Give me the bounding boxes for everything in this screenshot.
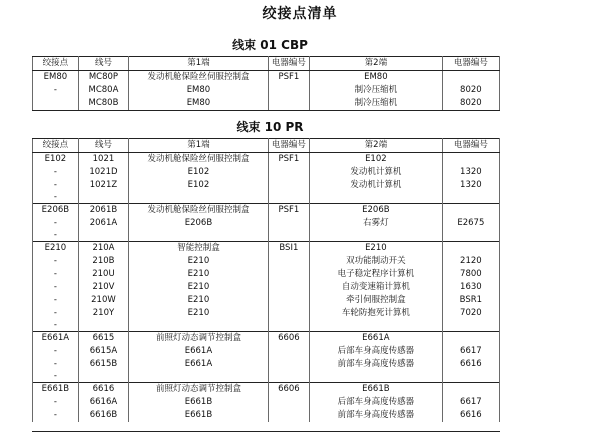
cell-end-2: 发动机计算机 xyxy=(309,166,442,179)
cell-wire: 210V xyxy=(78,281,128,294)
cell-end-1: 智能控制盒 xyxy=(129,242,269,256)
cell-device-1 xyxy=(268,396,309,409)
cell-splice: E661A xyxy=(33,332,79,346)
cell-splice: - xyxy=(33,409,79,422)
cell-end-1: E210 xyxy=(129,255,269,268)
cell-end-1 xyxy=(129,371,269,383)
splice-table-1 xyxy=(32,56,500,111)
cell-device-2: BSR1 xyxy=(442,294,499,307)
cell-device-1 xyxy=(268,230,309,242)
cell-end-1 xyxy=(129,192,269,204)
cell-device-2: E2675 xyxy=(442,217,499,230)
cell-device-1 xyxy=(268,358,309,371)
cell-device-1: PSF1 xyxy=(268,153,309,167)
cell-splice: - xyxy=(33,320,79,332)
cell-end-2: 双功能制动开关 xyxy=(309,255,442,268)
cell-end-2: 制冷压缩机 xyxy=(309,97,442,111)
cell-end-2: E102 xyxy=(309,153,442,167)
cell-end-1: E661B xyxy=(129,409,269,422)
table-row xyxy=(33,294,500,307)
cell-splice: - xyxy=(33,230,79,242)
header-wire: 线号 xyxy=(78,57,128,71)
table-row xyxy=(33,217,500,230)
cell-splice: - xyxy=(33,192,79,204)
cell-wire: 210B xyxy=(78,255,128,268)
cell-end-2 xyxy=(309,371,442,383)
cell-device-1 xyxy=(268,255,309,268)
cell-end-1: E210 xyxy=(129,281,269,294)
cell-end-1: E206B xyxy=(129,217,269,230)
header-end-1: 第1端 xyxy=(129,139,269,153)
cell-wire xyxy=(78,230,128,242)
cell-wire: MC80B xyxy=(78,97,128,111)
cell-end-1: E210 xyxy=(129,294,269,307)
header-splice: 绞接点 xyxy=(33,139,79,153)
cell-device-2 xyxy=(442,230,499,242)
cell-device-1 xyxy=(268,345,309,358)
cell-splice: - xyxy=(33,255,79,268)
cell-device-2: 8020 xyxy=(442,97,499,111)
cell-device-1: PSF1 xyxy=(268,71,309,85)
header-splice: 绞接点 xyxy=(33,57,79,71)
cell-end-2: 后部车身高度传感器 xyxy=(309,396,442,409)
cell-end-2: E661A xyxy=(309,332,442,346)
cell-end-2: 右雾灯 xyxy=(309,217,442,230)
cell-end-1: 发动机舱保险丝伺服控制盒 xyxy=(129,71,269,85)
header-wire: 线号 xyxy=(78,139,128,153)
table-row xyxy=(33,332,500,346)
cell-device-2 xyxy=(442,371,499,383)
cell-device-1 xyxy=(268,371,309,383)
cell-end-2: 制冷压缩机 xyxy=(309,84,442,97)
table-row xyxy=(33,166,500,179)
cell-splice xyxy=(33,97,79,111)
cell-wire: 1021 xyxy=(78,153,128,167)
cell-wire: 210U xyxy=(78,268,128,281)
cell-device-1 xyxy=(268,409,309,422)
table-row xyxy=(33,345,500,358)
cell-device-2 xyxy=(442,332,499,346)
cell-device-2: 1320 xyxy=(442,179,499,192)
cell-splice: - xyxy=(33,345,79,358)
cell-end-1: EM80 xyxy=(129,84,269,97)
cell-splice: E661B xyxy=(33,383,79,397)
cell-device-1 xyxy=(268,84,309,97)
cell-end-2: 自动变速箱计算机 xyxy=(309,281,442,294)
cell-device-1 xyxy=(268,268,309,281)
cell-wire: 2061A xyxy=(78,217,128,230)
bottom-rule xyxy=(32,431,500,432)
cell-wire xyxy=(78,320,128,332)
table-row xyxy=(33,268,500,281)
table-row xyxy=(33,71,500,85)
cell-device-1 xyxy=(268,179,309,192)
cell-splice: - xyxy=(33,84,79,97)
cell-end-1: E102 xyxy=(129,179,269,192)
cell-wire: 1021Z xyxy=(78,179,128,192)
cell-device-2: 7800 xyxy=(442,268,499,281)
cell-wire: 210Y xyxy=(78,307,128,320)
table-row xyxy=(33,230,500,242)
cell-splice: - xyxy=(33,294,79,307)
table-row xyxy=(33,84,500,97)
cell-device-1: BSI1 xyxy=(268,242,309,256)
cell-device-2 xyxy=(442,71,499,85)
table-header-row xyxy=(33,139,500,153)
cell-wire: 210W xyxy=(78,294,128,307)
cell-end-2: 车轮防抱死计算机 xyxy=(309,307,442,320)
cell-end-2: 牵引伺服控制盒 xyxy=(309,294,442,307)
cell-end-2: E661B xyxy=(309,383,442,397)
header-end-2: 第2端 xyxy=(309,139,442,153)
cell-end-1: E210 xyxy=(129,268,269,281)
page-title: 绞接点清单 xyxy=(262,6,338,22)
cell-device-1 xyxy=(268,294,309,307)
cell-device-1: 6606 xyxy=(268,383,309,397)
cell-device-2: 7020 xyxy=(442,307,499,320)
cell-end-1 xyxy=(129,230,269,242)
cell-end-2: EM80 xyxy=(309,71,442,85)
cell-splice: - xyxy=(33,179,79,192)
cell-splice: - xyxy=(33,307,79,320)
header-device-code: 电器编号 xyxy=(268,57,309,71)
cell-device-2: 8020 xyxy=(442,84,499,97)
header-device-code: 电器编号 xyxy=(442,139,499,153)
cell-device-1 xyxy=(268,281,309,294)
cell-end-2: 后部车身高度传感器 xyxy=(309,345,442,358)
cell-end-1 xyxy=(129,320,269,332)
cell-end-2: E210 xyxy=(309,242,442,256)
cell-splice: - xyxy=(33,268,79,281)
cell-splice: - xyxy=(33,281,79,294)
cell-splice: - xyxy=(33,358,79,371)
cell-device-2: 1630 xyxy=(442,281,499,294)
table-row xyxy=(33,204,500,218)
cell-device-2 xyxy=(442,192,499,204)
table-row xyxy=(33,396,500,409)
cell-splice: - xyxy=(33,371,79,383)
cell-splice: E210 xyxy=(33,242,79,256)
cell-wire: 1021D xyxy=(78,166,128,179)
cell-end-1: 前照灯动态调节控制盒 xyxy=(129,383,269,397)
cell-device-1 xyxy=(268,320,309,332)
cell-wire: 6616B xyxy=(78,409,128,422)
cell-splice: E102 xyxy=(33,153,79,167)
table-row xyxy=(33,371,500,383)
cell-end-2 xyxy=(309,192,442,204)
table-row xyxy=(33,358,500,371)
cell-wire: 6616 xyxy=(78,383,128,397)
cell-wire: MC80A xyxy=(78,84,128,97)
cell-end-1: E661B xyxy=(129,396,269,409)
table-row xyxy=(33,383,500,397)
cell-end-1: 发动机舱保险丝伺服控制盒 xyxy=(129,153,269,167)
cell-device-1 xyxy=(268,97,309,111)
cell-wire: MC80P xyxy=(78,71,128,85)
cell-wire: 210A xyxy=(78,242,128,256)
cell-wire: 6616A xyxy=(78,396,128,409)
cell-wire: 6615 xyxy=(78,332,128,346)
cell-wire: 6615B xyxy=(78,358,128,371)
header-end-1: 第1端 xyxy=(129,57,269,71)
cell-end-2: 发动机计算机 xyxy=(309,179,442,192)
header-device-code: 电器编号 xyxy=(268,139,309,153)
cell-end-2 xyxy=(309,320,442,332)
cell-wire xyxy=(78,192,128,204)
cell-end-2 xyxy=(309,230,442,242)
cell-end-1: E102 xyxy=(129,166,269,179)
table-row xyxy=(33,409,500,422)
cell-device-1: PSF1 xyxy=(268,204,309,218)
cell-splice: EM80 xyxy=(33,71,79,85)
table-row xyxy=(33,281,500,294)
cell-wire: 2061B xyxy=(78,204,128,218)
header-device-code: 电器编号 xyxy=(442,57,499,71)
cell-wire: 6615A xyxy=(78,345,128,358)
table-row xyxy=(33,192,500,204)
cell-device-1 xyxy=(268,192,309,204)
cell-end-1: 发动机舱保险丝伺服控制盒 xyxy=(129,204,269,218)
cell-device-2 xyxy=(442,153,499,167)
table-row xyxy=(33,179,500,192)
cell-end-2: 电子稳定程序计算机 xyxy=(309,268,442,281)
cell-end-1: E661A xyxy=(129,358,269,371)
cell-device-2 xyxy=(442,242,499,256)
cell-device-1 xyxy=(268,217,309,230)
cell-end-2: 前部车身高度传感器 xyxy=(309,409,442,422)
cell-splice: - xyxy=(33,166,79,179)
table-row xyxy=(33,153,500,167)
cell-device-2 xyxy=(442,204,499,218)
splice-table-2 xyxy=(32,138,500,422)
cell-end-1: E210 xyxy=(129,307,269,320)
cell-end-2: 前部车身高度传感器 xyxy=(309,358,442,371)
table-row xyxy=(33,320,500,332)
cell-device-2: 2120 xyxy=(442,255,499,268)
cell-splice: E206B xyxy=(33,204,79,218)
cell-end-1: E661A xyxy=(129,345,269,358)
header-end-2: 第2端 xyxy=(309,57,442,71)
cell-end-2: E206B xyxy=(309,204,442,218)
cell-device-2: 6616 xyxy=(442,409,499,422)
cell-device-2 xyxy=(442,383,499,397)
cell-end-1: EM80 xyxy=(129,97,269,111)
cell-device-2 xyxy=(442,320,499,332)
table-row xyxy=(33,97,500,111)
cell-device-2: 6617 xyxy=(442,345,499,358)
cell-wire xyxy=(78,371,128,383)
cell-device-1 xyxy=(268,307,309,320)
cell-splice: - xyxy=(33,396,79,409)
table-header-row xyxy=(33,57,500,71)
cell-splice: - xyxy=(33,217,79,230)
cell-device-2: 1320 xyxy=(442,166,499,179)
cell-device-1: 6606 xyxy=(268,332,309,346)
cell-end-1: 前照灯动态调节控制盒 xyxy=(129,332,269,346)
cell-device-1 xyxy=(268,166,309,179)
cell-device-2: 6617 xyxy=(442,396,499,409)
section-title-1: 线束 01 CBP xyxy=(232,38,308,52)
table-row xyxy=(33,255,500,268)
cell-device-2: 6616 xyxy=(442,358,499,371)
table-row xyxy=(33,307,500,320)
table-row xyxy=(33,242,500,256)
section-title-2: 线束 10 PR xyxy=(236,120,304,134)
